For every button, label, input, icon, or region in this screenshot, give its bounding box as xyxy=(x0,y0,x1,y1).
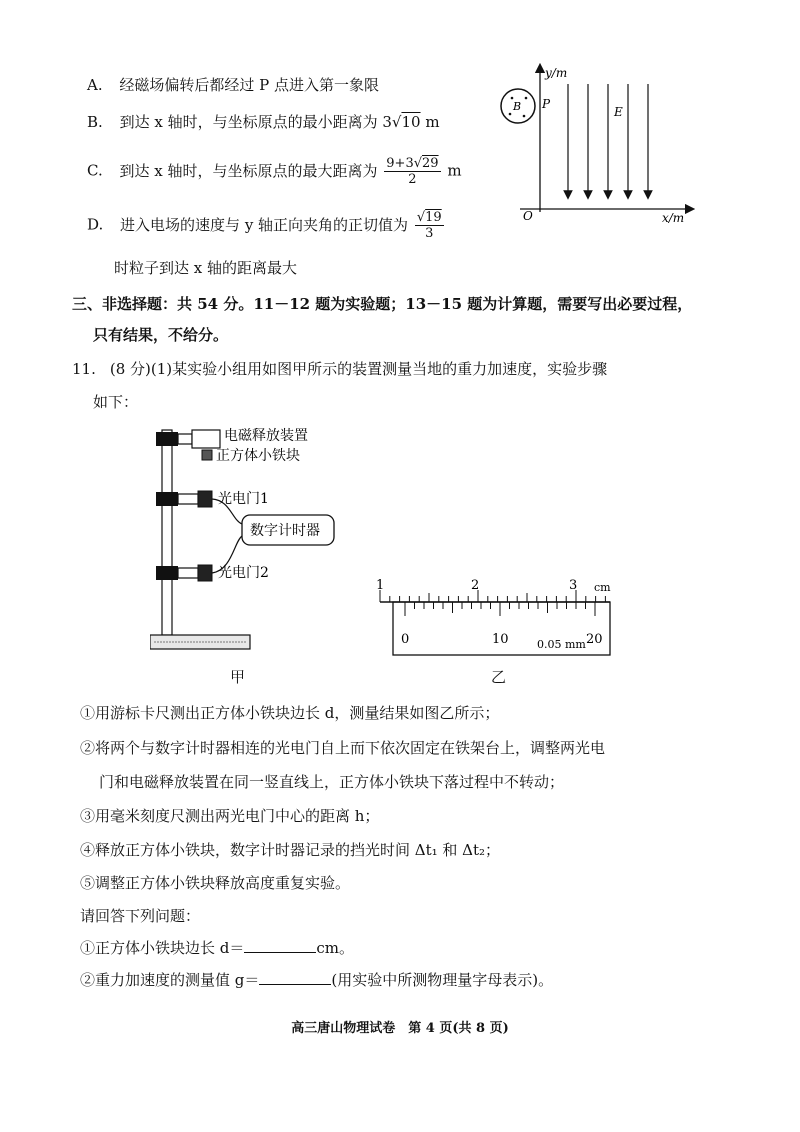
vernier-label-10: 10 xyxy=(492,632,509,647)
option-d-fraction: $\frac{√19}{3}$ xyxy=(416,210,442,241)
step-3: ③用毫米刻度尺测出两光电门中心的距离 h； xyxy=(80,807,380,825)
option-b: B. 到达 x 轴时，与坐标原点的最小距离为 3√10 m xyxy=(87,113,440,131)
block-label: 正方体小铁块 xyxy=(216,448,300,464)
top-clamp xyxy=(156,432,178,446)
caption-yi: 乙 xyxy=(491,668,507,686)
option-d: D. 进入电场的速度与 y 轴正向夹角的正切值为 $\frac{√19}{3}$ xyxy=(87,210,442,241)
option-d-continuation: 时粒子到达 x 轴的距离最大 xyxy=(114,259,297,277)
option-c-fraction: $\frac{9+3√29}{2}$ xyxy=(386,156,439,187)
main-label-3: 3 xyxy=(569,578,578,593)
point-p-label: P xyxy=(542,97,551,111)
gate2-label: 光电门2 xyxy=(218,565,269,581)
question-2: ②重力加速度的测量值 g＝ (用实验中所测物理量字母表示)。 xyxy=(80,971,554,989)
main-label-1: 1 xyxy=(376,578,385,593)
step-1: ①用游标卡尺测出正方体小铁块边长 d，测量结果如图乙所示； xyxy=(80,704,500,722)
y-axis-label: y/m xyxy=(545,66,568,80)
stand-rod xyxy=(162,430,172,635)
photogate-1 xyxy=(198,491,212,507)
answer-blank-2[interactable] xyxy=(259,970,331,985)
questions-prompt: 请回答下列问题： xyxy=(80,907,201,925)
release-label: 电磁释放装置 xyxy=(224,428,308,444)
timer-label: 数字计时器 xyxy=(250,523,320,539)
vernier-scale-ticks xyxy=(405,602,595,616)
iron-block xyxy=(202,450,212,460)
gate1-clamp xyxy=(156,492,178,506)
electric-field-lines xyxy=(568,84,648,195)
main-label-2: 2 xyxy=(471,578,480,593)
page-footer: 高三唐山物理试卷 第 4 页(共 8 页) xyxy=(291,1021,509,1036)
gate2-clamp xyxy=(156,566,178,580)
step-2: ②将两个与数字计时器相连的光电门自上而下依次固定在铁架台上，调整两光电 xyxy=(80,739,606,757)
question-1: ①正方体小铁块边长 d＝ cm。 xyxy=(80,939,354,957)
vernier-caliper-diagram xyxy=(370,575,620,660)
field-diagram xyxy=(490,62,700,227)
gate1-label: 光电门1 xyxy=(218,491,269,507)
answer-blank-1[interactable] xyxy=(244,938,316,953)
apparatus-diagram xyxy=(150,420,360,660)
q11-intro: 11. (8 分)(1)某实验小组用如图甲所示的装置测量当地的重力加速度，实验步骤 xyxy=(72,360,608,378)
magnetic-label: B xyxy=(513,100,522,113)
section-heading: 三、非选择题：共 54 分。11－12 题为实验题；13－15 题为计算题，需要写出必要过程， xyxy=(72,295,693,313)
option-c: C. 到达 x 轴时，与坐标原点的最大距离为 $\frac{9+3√29}{2}$ m xyxy=(87,156,462,187)
option-a: A. 经磁场偏转后都经过 P 点进入第一象限 xyxy=(87,76,380,94)
section-heading-cont: 只有结果，不给分。 xyxy=(93,326,229,344)
step-2-cont: 门和电磁释放装置在同一竖直线上，正方体小铁块下落过程中不转动； xyxy=(99,773,565,791)
caption-jia: 甲 xyxy=(230,668,246,686)
vernier-label-20: 20 xyxy=(586,632,603,647)
vernier-label-0: 0 xyxy=(401,632,410,647)
q11-intro-cont: 如下： xyxy=(93,393,139,411)
photogate-2 xyxy=(198,565,212,581)
vernier-precision: 0.05 mm xyxy=(537,638,586,651)
field-e-label: E xyxy=(614,105,623,119)
main-unit: cm xyxy=(594,581,611,594)
origin-label: O xyxy=(523,209,533,223)
release-device xyxy=(192,430,220,448)
step-5: ⑤调整正方体小铁块释放高度重复实验。 xyxy=(80,874,351,892)
step-4: ④释放正方体小铁块，数字计时器记录的挡光时间 Δt₁ 和 Δt₂； xyxy=(80,841,501,859)
x-axis-label: x/m xyxy=(662,211,685,225)
